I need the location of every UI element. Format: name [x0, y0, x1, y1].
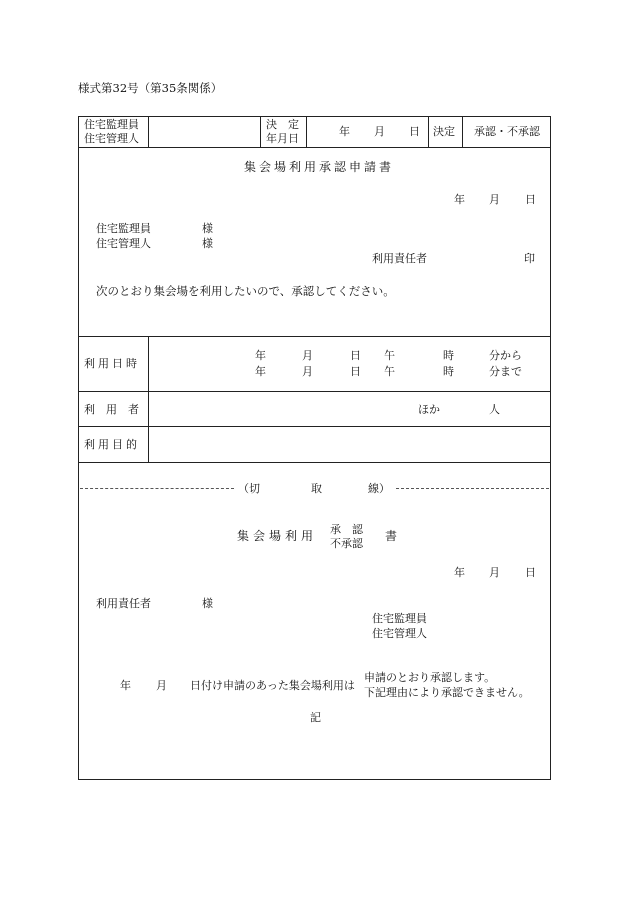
start-hour: 時 [443, 349, 454, 362]
start-month: 月 [302, 349, 313, 362]
notice-body-year: 年 [120, 679, 131, 692]
notice-date-year: 年 [454, 566, 465, 579]
cut-line-left [80, 488, 234, 489]
application-date-year: 年 [454, 193, 465, 206]
notice-option-approve: 申請のとおり承認します。 [364, 671, 496, 684]
row-line-4 [78, 462, 551, 463]
notice-honorific: 様 [202, 597, 213, 610]
header-divider-2 [260, 116, 261, 147]
application-date-month: 月 [489, 193, 500, 206]
application-addressee-1: 住宅監理員 [96, 222, 151, 235]
notice-body-month: 月 [156, 679, 167, 692]
end-minute: 分まで [489, 365, 522, 378]
users-others: ほか [418, 403, 440, 416]
start-ampm: 午 [384, 349, 395, 362]
header-month: 月 [374, 125, 385, 138]
application-addressee-2: 住宅管理人 [96, 237, 151, 250]
notice-issuer-1: 住宅監理員 [372, 612, 427, 625]
responsible-person-label: 利用責任者 [372, 252, 427, 265]
decision-label: 決定 [433, 125, 455, 138]
header-divider-5 [462, 116, 463, 147]
header-day: 日 [409, 125, 420, 138]
start-year: 年 [255, 349, 266, 362]
header-divider-1 [148, 116, 149, 147]
end-year: 年 [255, 365, 266, 378]
cut-line-mid: 取 [311, 482, 322, 495]
users-persons: 人 [489, 403, 500, 416]
purpose-label: 利用目的 [84, 438, 140, 451]
cut-line-open: （切 [238, 482, 260, 495]
header-role-2: 住宅管理人 [84, 132, 139, 145]
cut-line-close: 線） [368, 482, 390, 495]
request-text: 次のとおり集会場を利用したいので、承認してください。 [96, 284, 395, 298]
seal-mark: 印 [524, 252, 535, 265]
notice-addressee: 利用責任者 [96, 597, 151, 610]
notice-option-reject: 下記理由により承認できません。 [364, 686, 530, 699]
header-role-1: 住宅監理員 [84, 118, 139, 131]
cut-line-right [396, 488, 549, 489]
notice-date-month: 月 [489, 566, 500, 579]
application-title: 集会場利用承認申請書 [244, 160, 395, 174]
application-honorific-1: 様 [202, 222, 213, 235]
decision-value: 承認・不承認 [474, 125, 540, 138]
decision-date-label-2: 年月日 [266, 132, 299, 145]
usage-datetime-label: 利用日時 [84, 357, 140, 370]
decision-date-label-1: 決 定 [266, 118, 299, 131]
header-bottom-line [78, 147, 551, 148]
start-minute: 分から [489, 349, 522, 362]
end-hour: 時 [443, 365, 454, 378]
form-number: 様式第32号（第35条関係） [78, 81, 223, 95]
application-honorific-2: 様 [202, 237, 213, 250]
header-divider-3 [306, 116, 307, 147]
notice-title-right: 書 [385, 529, 398, 543]
end-month: 月 [302, 365, 313, 378]
application-date-day: 日 [525, 193, 536, 206]
header-year: 年 [339, 125, 350, 138]
notice-title-reject: 不承認 [330, 537, 363, 550]
end-day: 日 [350, 365, 361, 378]
notice-title-left: 集会場利用 [237, 529, 318, 543]
notice-issuer-2: 住宅管理人 [372, 627, 427, 640]
notice-title-approve: 承 認 [330, 523, 363, 536]
end-ampm: 午 [384, 365, 395, 378]
notice-date-day: 日 [525, 566, 536, 579]
start-day: 日 [350, 349, 361, 362]
notice-ki: 記 [310, 711, 321, 724]
notice-body-text: 日付け申請のあった集会場利用は [190, 679, 355, 692]
users-label: 利用者 [84, 403, 150, 416]
header-divider-4 [428, 116, 429, 147]
label-column-divider [148, 336, 149, 462]
